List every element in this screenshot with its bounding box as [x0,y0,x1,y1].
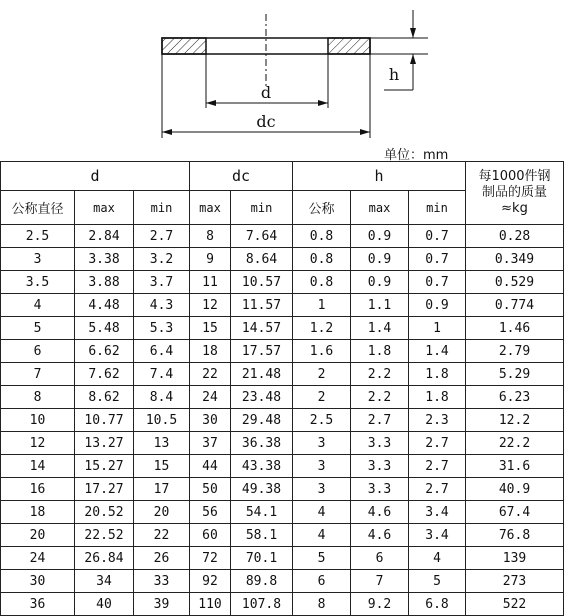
d-arrow-right [318,100,328,106]
cell-mass-per-1000: 522 [466,593,564,616]
cell-h-min: 0.7 [409,248,466,271]
cell-d-max: 5.48 [75,317,134,340]
cell-h-max: 2.2 [351,386,409,409]
cell-nominal-diameter: 14 [1,455,75,478]
cell-h-max: 4.6 [351,501,409,524]
cell-mass-per-1000: 139 [466,547,564,570]
dc-arrow-left [162,129,172,135]
header-nominal-diameter: 公称直径 [1,191,75,225]
table-row [1,409,564,432]
header-mass [466,162,564,225]
cell-nominal-diameter: 36 [1,593,75,616]
cell-h-min: 6.8 [409,593,466,616]
cell-mass-per-1000: 40.9 [466,478,564,501]
header-h: h [293,162,466,191]
cell-nominal-diameter: 8 [1,386,75,409]
cell-dc-max: 18 [190,340,231,363]
dc-arrow-right [360,129,370,135]
cell-h-min: 1.8 [409,363,466,386]
cell-h-max: 3.3 [351,478,409,501]
washer-right-section [328,38,370,54]
cell-dc-min: 17.57 [231,340,293,363]
cell-h-max: 9.2 [351,593,409,616]
cell-mass-per-1000: 1.46 [466,317,564,340]
cell-nominal-diameter: 24 [1,547,75,570]
cell-dc-max: 22 [190,363,231,386]
cell-h-max: 3.3 [351,432,409,455]
cell-d-max: 10.77 [75,409,134,432]
cell-dc-min: 89.8 [231,570,293,593]
header-d: d [1,162,190,191]
h-arrow-bottom [410,54,416,64]
cell-h-nominal: 6 [293,570,351,593]
cell-h-max: 1.4 [351,317,409,340]
cell-nominal-diameter: 12 [1,432,75,455]
cell-h-max: 1.1 [351,294,409,317]
cell-dc-min: 70.1 [231,547,293,570]
washer-left-section [162,38,206,54]
cell-d-max: 40 [75,593,134,616]
cell-h-nominal: 1 [293,294,351,317]
cell-dc-max: 60 [190,524,231,547]
cell-dc-min: 11.57 [231,294,293,317]
cell-dc-min: 36.38 [231,432,293,455]
cell-d-min: 22 [134,524,190,547]
cell-mass-per-1000: 12.2 [466,409,564,432]
cell-d-max: 3.88 [75,271,134,294]
header-d-max: max [75,191,134,225]
cell-h-max: 2.2 [351,363,409,386]
cell-mass-per-1000: 31.6 [466,455,564,478]
cell-nominal-diameter: 2.5 [1,225,75,248]
cell-h-max: 6 [351,547,409,570]
table-row [1,363,564,386]
cell-dc-min: 54.1 [231,501,293,524]
cell-h-min: 3.4 [409,524,466,547]
cell-h-min: 0.7 [409,271,466,294]
cell-nominal-diameter: 7 [1,363,75,386]
cell-nominal-diameter: 3 [1,248,75,271]
cell-nominal-diameter: 16 [1,478,75,501]
cell-nominal-diameter: 6 [1,340,75,363]
cell-dc-min: 14.57 [231,317,293,340]
cell-h-min: 0.9 [409,294,466,317]
cell-mass-per-1000: 6.23 [466,386,564,409]
cell-h-min: 2.7 [409,432,466,455]
cell-nominal-diameter: 30 [1,570,75,593]
cell-h-min: 2.3 [409,409,466,432]
header-dc-max: max [190,191,231,225]
cell-d-max: 13.27 [75,432,134,455]
cell-dc-max: 72 [190,547,231,570]
cell-d-max: 6.62 [75,340,134,363]
table-row [1,593,564,616]
cell-h-nominal: 1.6 [293,340,351,363]
cell-h-max: 0.9 [351,225,409,248]
cell-h-max: 4.6 [351,524,409,547]
cell-mass-per-1000: 5.29 [466,363,564,386]
cell-h-min: 2.7 [409,455,466,478]
table-row [1,478,564,501]
cell-h-min: 2.7 [409,478,466,501]
cell-h-nominal: 2.5 [293,409,351,432]
cell-h-max: 0.9 [351,271,409,294]
cell-d-max: 4.48 [75,294,134,317]
header-h-nominal: 公称 [293,191,351,225]
cell-dc-max: 56 [190,501,231,524]
cell-h-nominal: 8 [293,593,351,616]
cell-h-min: 0.7 [409,225,466,248]
cell-nominal-diameter: 5 [1,317,75,340]
cell-d-max: 2.84 [75,225,134,248]
table-row [1,248,564,271]
table-row [1,547,564,570]
cell-dc-min: 43.38 [231,455,293,478]
cell-h-max: 0.9 [351,248,409,271]
cell-dc-min: 23.48 [231,386,293,409]
h-arrow-top [410,28,416,38]
cell-dc-min: 58.1 [231,524,293,547]
table-row [1,271,564,294]
cell-d-min: 7.4 [134,363,190,386]
cell-mass-per-1000: 22.2 [466,432,564,455]
cell-mass-per-1000: 76.8 [466,524,564,547]
header-dc: dc [190,162,293,191]
cell-dc-min: 21.48 [231,363,293,386]
label-d: d [260,83,272,102]
header-h-min: min [409,191,466,225]
cell-nominal-diameter: 10 [1,409,75,432]
cell-mass-per-1000: 0.529 [466,271,564,294]
unit-label: 单位：mm [384,148,449,163]
header-mass-line-1: 每1000件钢 [478,169,551,184]
cell-h-min: 4 [409,547,466,570]
cell-d-min: 5.3 [134,317,190,340]
cell-d-max: 34 [75,570,134,593]
cell-dc-max: 44 [190,455,231,478]
table-row [1,501,564,524]
header-mass-line-3: ≈kg [501,201,528,216]
header-mass-line-2: 制品的质量 [481,185,547,200]
header-dc-min: min [231,191,293,225]
cell-h-min: 5 [409,570,466,593]
cell-dc-min: 49.38 [231,478,293,501]
cell-mass-per-1000: 2.79 [466,340,564,363]
cell-d-max: 26.84 [75,547,134,570]
table-row [1,386,564,409]
cell-h-nominal: 4 [293,501,351,524]
label-h: h [388,65,400,84]
cell-mass-per-1000: 67.4 [466,501,564,524]
cell-h-nominal: 0.8 [293,225,351,248]
cell-h-nominal: 3 [293,478,351,501]
header-h-max: max [351,191,409,225]
cell-d-max: 3.38 [75,248,134,271]
cell-mass-per-1000: 0.774 [466,294,564,317]
washer-section-drawing [0,0,566,160]
cell-mass-per-1000: 0.28 [466,225,564,248]
cell-dc-max: 92 [190,570,231,593]
cell-dc-max: 110 [190,593,231,616]
cell-h-max: 3.3 [351,455,409,478]
cell-d-min: 8.4 [134,386,190,409]
table-row [1,432,564,455]
cell-d-min: 2.7 [134,225,190,248]
cell-h-nominal: 2 [293,386,351,409]
cell-h-nominal: 1.2 [293,317,351,340]
table-row [1,570,564,593]
cell-d-max: 20.52 [75,501,134,524]
cell-dc-max: 9 [190,248,231,271]
cell-h-min: 1.4 [409,340,466,363]
table-row [1,455,564,478]
cell-h-max: 2.7 [351,409,409,432]
table-row [1,317,564,340]
cell-d-max: 7.62 [75,363,134,386]
cell-dc-min: 107.8 [231,593,293,616]
header-d-min: min [134,191,190,225]
cell-nominal-diameter: 4 [1,294,75,317]
cell-dc-min: 29.48 [231,409,293,432]
cell-d-min: 15 [134,455,190,478]
cell-d-max: 22.52 [75,524,134,547]
cell-d-min: 10.5 [134,409,190,432]
cell-h-min: 3.4 [409,501,466,524]
cell-dc-max: 8 [190,225,231,248]
cell-mass-per-1000: 0.349 [466,248,564,271]
cell-d-min: 39 [134,593,190,616]
cell-h-nominal: 4 [293,524,351,547]
cell-dc-max: 24 [190,386,231,409]
cell-dc-min: 7.64 [231,225,293,248]
cell-dc-max: 30 [190,409,231,432]
label-dc: dc [256,112,276,131]
cell-h-max: 7 [351,570,409,593]
table-body [1,225,564,616]
cell-nominal-diameter: 18 [1,501,75,524]
cell-d-min: 6.4 [134,340,190,363]
table-row [1,294,564,317]
cell-dc-min: 10.57 [231,271,293,294]
cell-h-nominal: 3 [293,455,351,478]
washer-spec-table [0,161,564,616]
cell-nominal-diameter: 20 [1,524,75,547]
cell-h-nominal: 0.8 [293,271,351,294]
cell-mass-per-1000: 273 [466,570,564,593]
cell-nominal-diameter: 3.5 [1,271,75,294]
cell-d-min: 4.3 [134,294,190,317]
cell-d-max: 15.27 [75,455,134,478]
cell-d-min: 13 [134,432,190,455]
cell-dc-max: 37 [190,432,231,455]
cell-d-min: 26 [134,547,190,570]
cell-d-max: 8.62 [75,386,134,409]
cell-dc-min: 8.64 [231,248,293,271]
cell-d-min: 17 [134,478,190,501]
cell-h-nominal: 3 [293,432,351,455]
cell-d-max: 17.27 [75,478,134,501]
d-arrow-left [206,100,216,106]
table-row [1,340,564,363]
cell-h-nominal: 0.8 [293,248,351,271]
cell-d-min: 33 [134,570,190,593]
cell-dc-max: 50 [190,478,231,501]
cell-d-min: 20 [134,501,190,524]
cell-dc-max: 11 [190,271,231,294]
table-row [1,524,564,547]
table-row [1,225,564,248]
cell-dc-max: 12 [190,294,231,317]
group-header-row [1,162,564,191]
cell-d-min: 3.7 [134,271,190,294]
cell-h-nominal: 2 [293,363,351,386]
cell-dc-max: 15 [190,317,231,340]
cell-h-nominal: 5 [293,547,351,570]
cell-h-max: 1.8 [351,340,409,363]
cell-h-min: 1 [409,317,466,340]
cell-d-min: 3.2 [134,248,190,271]
cell-h-min: 1.8 [409,386,466,409]
